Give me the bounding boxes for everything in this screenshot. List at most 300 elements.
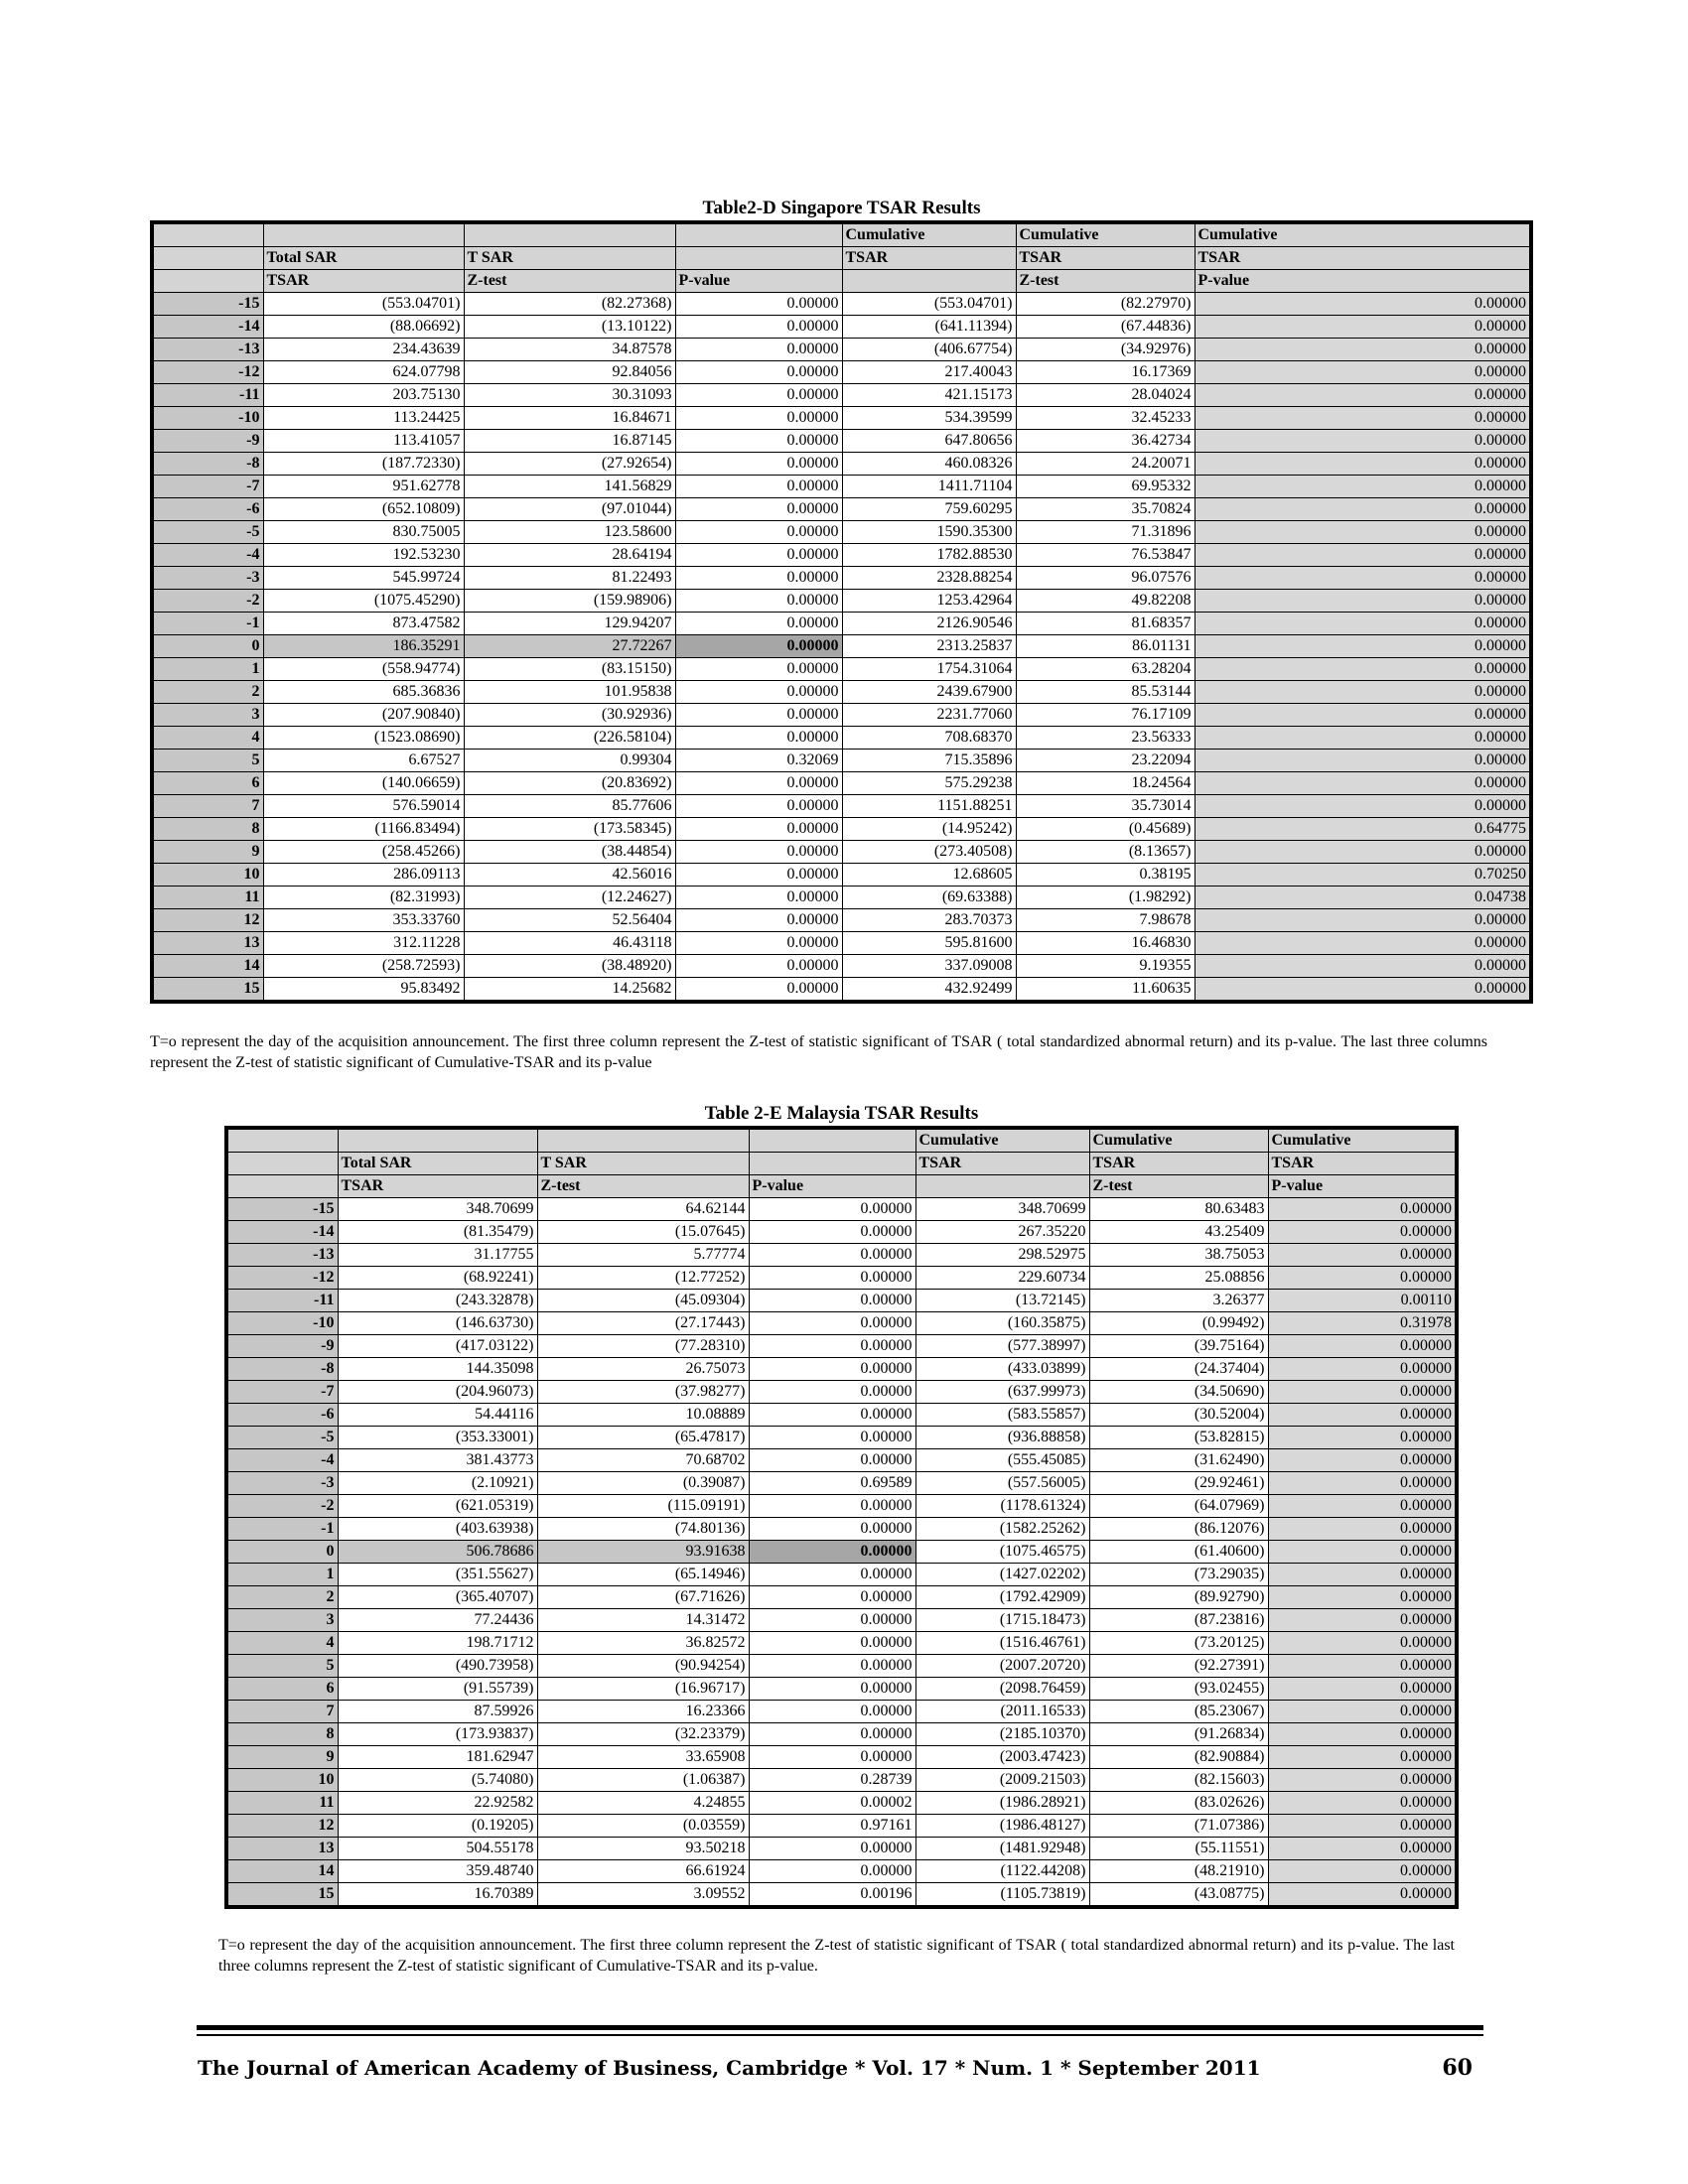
table-cell: 2328.88254	[842, 567, 1016, 590]
table-cell: (91.55739)	[338, 1678, 537, 1701]
table-cell: 348.70699	[915, 1198, 1089, 1221]
cumulative-p-value-cell: 0.00000	[1268, 1427, 1457, 1449]
table-row	[226, 1404, 1457, 1427]
table-cell: 6.67527	[263, 750, 464, 772]
table-cell: 123.58600	[464, 521, 675, 544]
table-row	[226, 1244, 1457, 1267]
table-row	[226, 1290, 1457, 1312]
table-cell: 2126.90546	[842, 613, 1016, 635]
table-cell: 0.00000	[749, 1838, 915, 1860]
table-cell: (1427.02202)	[915, 1564, 1089, 1586]
cumulative-p-value-cell: 0.00000	[1195, 772, 1531, 795]
table-cell: (74.80136)	[537, 1518, 749, 1541]
table-cell: (67.71626)	[537, 1586, 749, 1609]
table-cell: (1523.08690)	[263, 727, 464, 750]
table-cell: 16.84671	[464, 407, 675, 430]
table-cell: 647.80656	[842, 430, 1016, 453]
table-cell: 0.00000	[749, 1746, 915, 1769]
table-cell: 34.87578	[464, 339, 675, 361]
table-cell: 113.41057	[263, 430, 464, 453]
table-row	[226, 1838, 1457, 1860]
cumulative-p-value-cell: 0.70250	[1195, 864, 1531, 887]
event-day-cell: -9	[152, 430, 263, 453]
table-cell: 63.28204	[1016, 658, 1195, 681]
header-cell: Cumulative	[1089, 1128, 1268, 1153]
table-cell: (243.32878)	[338, 1290, 537, 1312]
cumulative-p-value-cell: 0.00000	[1268, 1769, 1457, 1792]
table-cell: (115.09191)	[537, 1495, 749, 1518]
cumulative-p-value-cell: 0.00000	[1268, 1221, 1457, 1244]
table-row	[152, 704, 1531, 727]
event-day-cell: 10	[226, 1769, 338, 1792]
table-row	[226, 1267, 1457, 1290]
table-cell: (73.29035)	[1089, 1564, 1268, 1586]
header-cell	[749, 1128, 915, 1153]
table-cell: (1986.28921)	[915, 1792, 1089, 1815]
table-cell: (417.03122)	[338, 1335, 537, 1358]
cumulative-p-value-cell: 0.00000	[1268, 1792, 1457, 1815]
event-day-cell: -13	[152, 339, 263, 361]
event-day-cell: -1	[152, 613, 263, 635]
table-cell: (140.06659)	[263, 772, 464, 795]
table-cell: 64.62144	[537, 1198, 749, 1221]
table-cell: 16.70389	[338, 1883, 537, 1908]
cumulative-p-value-cell: 0.00110	[1268, 1290, 1457, 1312]
table-cell: (557.56005)	[915, 1472, 1089, 1495]
table-cell: 30.31093	[464, 384, 675, 407]
event-day-cell: -14	[226, 1221, 338, 1244]
table-row	[226, 1221, 1457, 1244]
table-cell: (83.02626)	[1089, 1792, 1268, 1815]
table-cell: (8.13657)	[1016, 841, 1195, 864]
event-day-cell: -12	[152, 361, 263, 384]
event-day-cell: 1	[152, 658, 263, 681]
table-cell: 506.78686	[338, 1541, 537, 1564]
table-cell: 81.22493	[464, 567, 675, 590]
cumulative-p-value-cell: 0.00000	[1195, 955, 1531, 978]
table-cell: 0.00000	[749, 1312, 915, 1335]
table-cell: 2231.77060	[842, 704, 1016, 727]
table-cell: (1178.61324)	[915, 1495, 1089, 1518]
table-row	[152, 613, 1531, 635]
table-cell: 113.24425	[263, 407, 464, 430]
table-cell: 624.07798	[263, 361, 464, 384]
cumulative-p-value-cell: 0.00000	[1195, 909, 1531, 932]
event-day-cell: -15	[152, 293, 263, 316]
table-cell: (43.08775)	[1089, 1883, 1268, 1908]
singapore-table-block	[150, 197, 1533, 1004]
header-row	[226, 1175, 1457, 1198]
table-row	[152, 567, 1531, 590]
singapore-results-table	[150, 220, 1533, 1004]
table-cell: 0.00000	[675, 384, 842, 407]
event-day-cell: -4	[152, 544, 263, 567]
header-cell: P-value	[1195, 270, 1531, 293]
table-cell: (81.35479)	[338, 1221, 537, 1244]
table-cell: 312.11228	[263, 932, 464, 955]
event-day-cell: 13	[226, 1838, 338, 1860]
table-cell: 9.19355	[1016, 955, 1195, 978]
event-day-cell: -8	[152, 453, 263, 476]
table-cell: 22.92582	[338, 1792, 537, 1815]
event-day-cell: 6	[152, 772, 263, 795]
table-row	[152, 339, 1531, 361]
table-cell: (30.92936)	[464, 704, 675, 727]
table-cell: (20.83692)	[464, 772, 675, 795]
malaysia-table-note: T=o represent the day of the acquisition announcement. The first three column represent the Z-test of statistic significant of TSAR ( total standardized abnormal return) and its p-value. The last three columns represent the Z-test of statistic significant of Cumulative-TSAR and its p-value.	[218, 1937, 1455, 1975]
header-cell	[537, 1128, 749, 1153]
cumulative-p-value-cell: 0.00000	[1195, 521, 1531, 544]
header-cell: Cumulative	[842, 222, 1016, 247]
table-cell: 0.00000	[675, 521, 842, 544]
table-cell: 18.24564	[1016, 772, 1195, 795]
cumulative-p-value-cell: 0.00000	[1195, 978, 1531, 1003]
table-cell: (82.15603)	[1089, 1769, 1268, 1792]
table-cell: (1105.73819)	[915, 1883, 1089, 1908]
table-cell: (2009.21503)	[915, 1769, 1089, 1792]
table-cell: 0.32069	[675, 750, 842, 772]
table-cell: 0.00000	[675, 476, 842, 498]
table-cell: (83.15150)	[464, 658, 675, 681]
header-row	[152, 247, 1531, 270]
header-cell: TSAR	[1016, 247, 1195, 270]
table-cell: 35.70824	[1016, 498, 1195, 521]
table-cell: (1122.44208)	[915, 1860, 1089, 1883]
table-cell: 337.09008	[842, 955, 1016, 978]
table-cell: 12.68605	[842, 864, 1016, 887]
table-cell: 42.56016	[464, 864, 675, 887]
table-cell: 1151.88251	[842, 795, 1016, 818]
table-cell: 4.24855	[537, 1792, 749, 1815]
table-cell: (2007.20720)	[915, 1655, 1089, 1678]
cumulative-p-value-cell: 0.00000	[1195, 932, 1531, 955]
table-cell: 16.17369	[1016, 361, 1195, 384]
table-cell: 0.97161	[749, 1815, 915, 1838]
event-day-cell: 13	[152, 932, 263, 955]
table-row	[152, 498, 1531, 521]
header-row	[226, 1153, 1457, 1175]
table-cell: (2.10921)	[338, 1472, 537, 1495]
table-cell: 38.75053	[1089, 1244, 1268, 1267]
table-cell: 76.53847	[1016, 544, 1195, 567]
event-day-cell: -1	[226, 1518, 338, 1541]
event-day-cell: -6	[226, 1404, 338, 1427]
header-cell: Z-test	[464, 270, 675, 293]
header-cell: TSAR	[915, 1153, 1089, 1175]
table-cell: (1715.18473)	[915, 1609, 1089, 1632]
table-cell: (1075.45290)	[263, 590, 464, 613]
footer-rule-thick	[197, 2025, 1483, 2030]
table-cell: (82.31993)	[263, 887, 464, 909]
singapore-table-note: T=o represent the day of the acquisition announcement. The first three column represent the Z-test of statistic significant of TSAR ( total standardized abnormal return) and its p-value. The last three columns represent the Z-test of statistic significant of Cumulative-TSAR and its p-value	[150, 1033, 1487, 1071]
table-cell: (1.98292)	[1016, 887, 1195, 909]
header-cell: TSAR	[338, 1175, 537, 1198]
table-cell: 234.43639	[263, 339, 464, 361]
table-cell: (0.03559)	[537, 1815, 749, 1838]
malaysia-table-title: Table 2-E Malaysia TSAR Results	[704, 1103, 979, 1124]
table-cell: (0.39087)	[537, 1472, 749, 1495]
table-cell: 3.26377	[1089, 1290, 1268, 1312]
event-day-cell: 3	[226, 1609, 338, 1632]
cumulative-p-value-cell: 0.00000	[1268, 1609, 1457, 1632]
cumulative-p-value-cell: 0.00000	[1195, 635, 1531, 658]
table-cell: 129.94207	[464, 613, 675, 635]
table-row	[152, 818, 1531, 841]
event-day-cell: 15	[226, 1883, 338, 1908]
event-day-cell: -2	[226, 1495, 338, 1518]
table-cell: 28.04024	[1016, 384, 1195, 407]
table-row	[226, 1198, 1457, 1221]
header-cell	[226, 1175, 338, 1198]
table-cell: 35.73014	[1016, 795, 1195, 818]
table-cell: 353.33760	[263, 909, 464, 932]
table-row	[226, 1701, 1457, 1723]
table-cell: (353.33001)	[338, 1427, 537, 1449]
cumulative-p-value-cell: 0.00000	[1195, 727, 1531, 750]
table-cell: 0.69589	[749, 1472, 915, 1495]
table-cell: 11.60635	[1016, 978, 1195, 1003]
header-cell	[226, 1153, 338, 1175]
table-cell: (82.90884)	[1089, 1746, 1268, 1769]
table-cell: 26.75073	[537, 1358, 749, 1381]
cumulative-p-value-cell: 0.00000	[1268, 1267, 1457, 1290]
table-cell: 708.68370	[842, 727, 1016, 750]
table-row	[226, 1723, 1457, 1746]
header-cell: P-value	[675, 270, 842, 293]
table-cell: 181.62947	[338, 1746, 537, 1769]
cumulative-p-value-cell: 0.00000	[1195, 384, 1531, 407]
table-cell: 504.55178	[338, 1838, 537, 1860]
event-day-cell: 10	[152, 864, 263, 887]
table-cell: 283.70373	[842, 909, 1016, 932]
table-cell: (30.52004)	[1089, 1404, 1268, 1427]
table-cell: 14.31472	[537, 1609, 749, 1632]
table-cell: 0.00000	[749, 1358, 915, 1381]
table-row	[226, 1449, 1457, 1472]
header-cell: P-value	[1268, 1175, 1457, 1198]
table-cell: (1.06387)	[537, 1769, 749, 1792]
cumulative-p-value-cell: 0.00000	[1195, 681, 1531, 704]
table-cell: (64.07969)	[1089, 1495, 1268, 1518]
table-cell: (82.27368)	[464, 293, 675, 316]
table-cell: (0.45689)	[1016, 818, 1195, 841]
table-cell: 0.00000	[675, 658, 842, 681]
table-cell: 16.87145	[464, 430, 675, 453]
table-cell: (34.92976)	[1016, 339, 1195, 361]
header-cell	[675, 222, 842, 247]
table-cell: 0.00000	[675, 955, 842, 978]
cumulative-p-value-cell: 0.00000	[1268, 1335, 1457, 1358]
event-day-cell: 8	[152, 818, 263, 841]
table-row	[226, 1495, 1457, 1518]
cumulative-p-value-cell: 0.00000	[1268, 1655, 1457, 1678]
table-row	[226, 1472, 1457, 1495]
highlighted-p-value-cell: 0.00000	[675, 635, 842, 658]
table-cell: 576.59014	[263, 795, 464, 818]
table-cell: 24.20071	[1016, 453, 1195, 476]
cumulative-p-value-cell: 0.04738	[1195, 887, 1531, 909]
table-cell: (87.23816)	[1089, 1609, 1268, 1632]
table-cell: 0.00196	[749, 1883, 915, 1908]
table-cell: 0.00000	[675, 590, 842, 613]
table-cell: 421.15173	[842, 384, 1016, 407]
table-cell: (92.27391)	[1089, 1655, 1268, 1678]
cumulative-p-value-cell: 0.00000	[1268, 1495, 1457, 1518]
table-cell: (1792.42909)	[915, 1586, 1089, 1609]
malaysia-table-block	[224, 1102, 1459, 1909]
table-cell: 1754.31064	[842, 658, 1016, 681]
table-cell: (37.98277)	[537, 1381, 749, 1404]
table-cell: 0.00000	[675, 361, 842, 384]
table-cell: 0.00000	[675, 932, 842, 955]
table-cell: 0.00000	[749, 1404, 915, 1427]
cumulative-p-value-cell: 0.00000	[1195, 361, 1531, 384]
cumulative-p-value-cell: 0.00000	[1268, 1678, 1457, 1701]
event-day-cell: 8	[226, 1723, 338, 1746]
table-cell: 0.38195	[1016, 864, 1195, 887]
table-row	[152, 361, 1531, 384]
event-day-cell: 12	[152, 909, 263, 932]
table-row	[226, 1609, 1457, 1632]
table-cell: 0.00000	[675, 293, 842, 316]
table-cell: 0.00000	[675, 704, 842, 727]
cumulative-p-value-cell: 0.00000	[1195, 407, 1531, 430]
table-cell: 186.35291	[263, 635, 464, 658]
event-day-cell: -15	[226, 1198, 338, 1221]
table-cell: 0.00000	[749, 1221, 915, 1244]
table-row	[152, 841, 1531, 864]
header-cell: Cumulative	[1016, 222, 1195, 247]
table-cell: 0.00000	[749, 1427, 915, 1449]
page-footer	[198, 2051, 1488, 2085]
cumulative-p-value-cell: 0.00000	[1268, 1358, 1457, 1381]
header-cell	[152, 270, 263, 293]
event-day-cell: -10	[226, 1312, 338, 1335]
table-cell: (97.01044)	[464, 498, 675, 521]
header-cell: TSAR	[263, 270, 464, 293]
table-row	[152, 887, 1531, 909]
table-cell: 0.00000	[749, 1564, 915, 1586]
header-cell: Total SAR	[338, 1153, 537, 1175]
table-cell: (69.63388)	[842, 887, 1016, 909]
table-cell: (1075.46575)	[915, 1541, 1089, 1564]
table-cell: (16.96717)	[537, 1678, 749, 1701]
table-cell: (5.74080)	[338, 1769, 537, 1792]
table-cell: 759.60295	[842, 498, 1016, 521]
table-cell: (14.95242)	[842, 818, 1016, 841]
header-cell	[263, 222, 464, 247]
header-cell: Z-test	[1089, 1175, 1268, 1198]
table-row	[226, 1586, 1457, 1609]
table-cell: 348.70699	[338, 1198, 537, 1221]
table-cell: 0.00000	[675, 795, 842, 818]
table-cell: (226.58104)	[464, 727, 675, 750]
table-cell: 76.17109	[1016, 704, 1195, 727]
cumulative-p-value-cell: 0.00000	[1195, 430, 1531, 453]
header-cell: TSAR	[1089, 1153, 1268, 1175]
table-cell: 66.61924	[537, 1860, 749, 1883]
table-row	[152, 316, 1531, 339]
table-cell: 545.99724	[263, 567, 464, 590]
cumulative-p-value-cell: 0.00000	[1195, 476, 1531, 498]
table-cell: 141.56829	[464, 476, 675, 498]
table-cell: 0.00000	[675, 772, 842, 795]
table-cell: (15.07645)	[537, 1221, 749, 1244]
table-cell: 16.46830	[1016, 932, 1195, 955]
cumulative-p-value-cell: 0.00000	[1268, 1381, 1457, 1404]
table-cell: (187.72330)	[263, 453, 464, 476]
table-row	[226, 1312, 1457, 1335]
table-cell: 0.00000	[749, 1586, 915, 1609]
table-cell: (2185.10370)	[915, 1723, 1089, 1746]
table-cell: 0.00002	[749, 1792, 915, 1815]
cumulative-p-value-cell: 0.00000	[1195, 613, 1531, 635]
table-row	[152, 795, 1531, 818]
table-cell: 0.00000	[675, 544, 842, 567]
table-cell: (13.72145)	[915, 1290, 1089, 1312]
table-cell: 54.44116	[338, 1404, 537, 1427]
table-cell: 0.00000	[675, 978, 842, 1003]
table-row	[152, 750, 1531, 772]
table-cell: (577.38997)	[915, 1335, 1089, 1358]
table-cell: (55.11551)	[1089, 1838, 1268, 1860]
table-cell: 0.99304	[464, 750, 675, 772]
table-cell: 0.00000	[749, 1198, 915, 1221]
table-cell: 52.56404	[464, 909, 675, 932]
cumulative-p-value-cell: 0.00000	[1195, 453, 1531, 476]
table-row	[152, 384, 1531, 407]
table-cell: 46.43118	[464, 932, 675, 955]
event-day-cell: -4	[226, 1449, 338, 1472]
table-cell: (204.96073)	[338, 1381, 537, 1404]
table-cell: 198.71712	[338, 1632, 537, 1655]
table-row	[152, 453, 1531, 476]
table-cell: 381.43773	[338, 1449, 537, 1472]
table-cell: 23.56333	[1016, 727, 1195, 750]
table-cell: 70.68702	[537, 1449, 749, 1472]
table-cell: (433.03899)	[915, 1358, 1089, 1381]
table-cell: 77.24436	[338, 1609, 537, 1632]
table-cell: 830.75005	[263, 521, 464, 544]
table-cell: (936.88858)	[915, 1427, 1089, 1449]
table-cell: 0.00000	[749, 1701, 915, 1723]
table-cell: 286.09113	[263, 864, 464, 887]
table-row	[152, 521, 1531, 544]
cumulative-p-value-cell: 0.31978	[1268, 1312, 1457, 1335]
table-cell: 0.00000	[749, 1609, 915, 1632]
event-day-cell: -13	[226, 1244, 338, 1267]
table-cell: (258.72593)	[263, 955, 464, 978]
table-cell: (90.94254)	[537, 1655, 749, 1678]
table-cell: 534.39599	[842, 407, 1016, 430]
header-cell: Total SAR	[263, 247, 464, 270]
table-row	[152, 772, 1531, 795]
table-row	[226, 1564, 1457, 1586]
cumulative-p-value-cell: 0.00000	[1268, 1449, 1457, 1472]
table-cell: 0.00000	[749, 1678, 915, 1701]
cumulative-p-value-cell: 0.00000	[1195, 795, 1531, 818]
cumulative-p-value-cell: 0.64775	[1195, 818, 1531, 841]
event-day-cell: -8	[226, 1358, 338, 1381]
table-row	[226, 1335, 1457, 1358]
table-cell: (1166.83494)	[263, 818, 464, 841]
table-cell: 0.00000	[675, 864, 842, 887]
header-cell: TSAR	[1195, 247, 1531, 270]
event-day-cell: 6	[226, 1678, 338, 1701]
table-cell: (89.92790)	[1089, 1586, 1268, 1609]
table-cell: (406.67754)	[842, 339, 1016, 361]
header-cell: TSAR	[842, 247, 1016, 270]
